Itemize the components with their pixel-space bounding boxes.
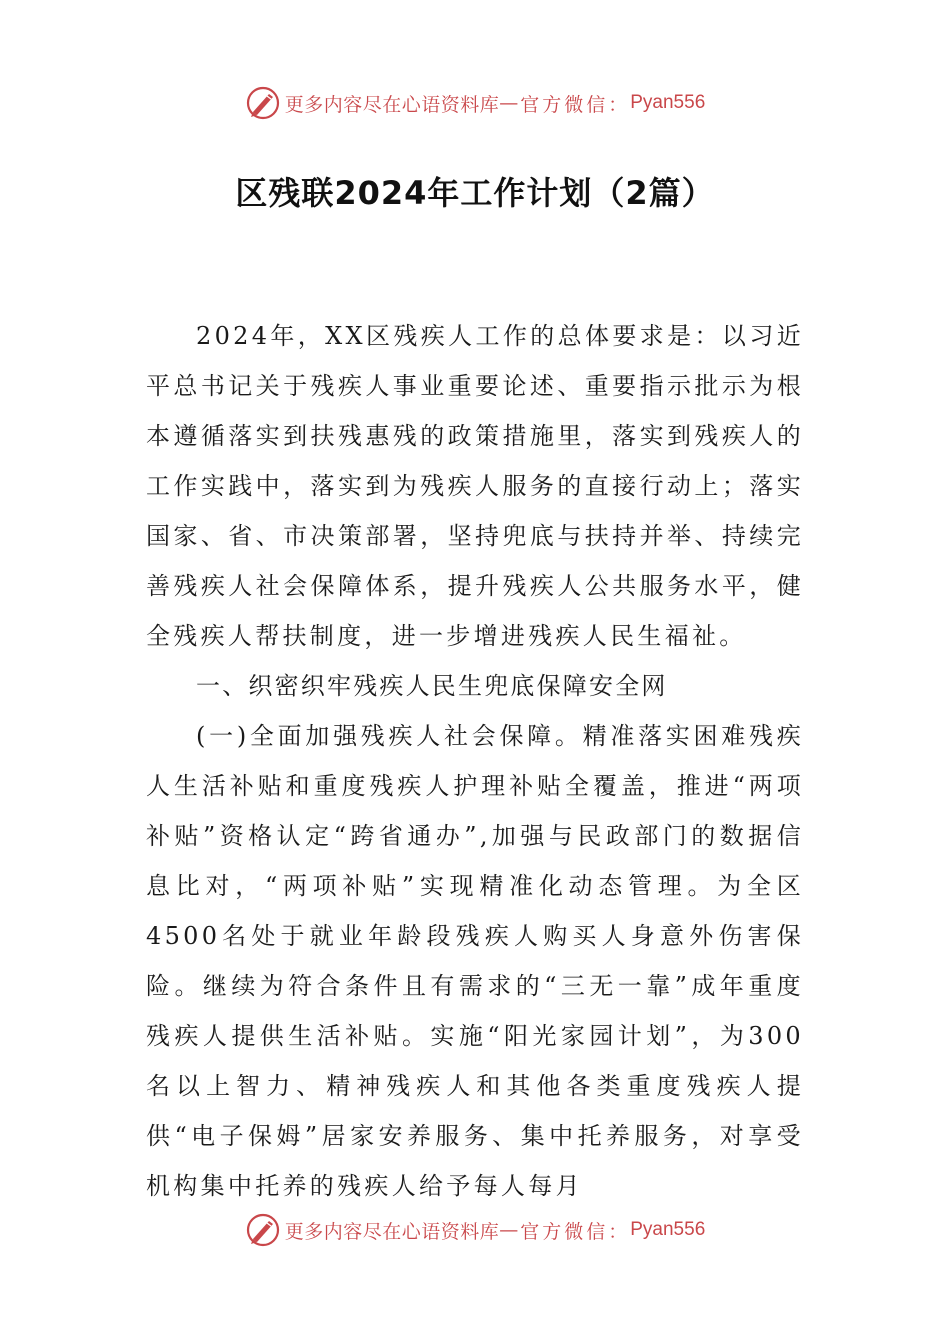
watermark-sub-text: 官方微信： <box>520 93 631 116</box>
document-title: 区残联2024年工作计划（2篇） <box>235 174 715 212</box>
watermark-wechat-id: Pyan556 <box>630 92 706 113</box>
watermark-dash: — <box>499 92 519 114</box>
watermark-main-text: 更多内容尽在心语资料库 <box>284 93 500 116</box>
watermark-wechat-id: Pyan556 <box>630 1219 706 1240</box>
watermark-dash: — <box>499 1219 519 1241</box>
watermark-sub-text: 官方微信： <box>520 1220 631 1243</box>
document-body <box>146 311 804 1211</box>
pen-logo-icon <box>245 85 281 121</box>
watermark-main-text: 更多内容尽在心语资料库 <box>284 1220 500 1243</box>
section-heading: 一、织密织牢残疾人民生兜底保障安全网 <box>196 672 668 700</box>
header-watermark <box>0 83 950 123</box>
subsection-paragraph: (一)全面加强残疾人社会保障。精准落实困难残疾人生活补贴和重度残疾人护理补贴全覆盖，推进“两项补贴”资格认定“跨省通办”,加强与民政部门的数据信息比对，“两项补贴”实现精准化动态管理。为全区4500名处于就业年龄段残疾人购买人身意外伤害保险。继续为符合条件且有需求的“三无一靠”成年重度残疾人提供生活补贴。实施“阳光家园计划”，为300名以上智力、精神残疾人和其他各类重度残疾人提供“电子保姆”居家安养服务、集中托养服务，对享受机构集中托养的残疾人给予每人每月 <box>146 722 804 1200</box>
footer-watermark <box>0 1210 950 1250</box>
intro-paragraph: 2024年，XX区残疾人工作的总体要求是：以习近平总书记关于残疾人事业重要论述、重要指示批示为根本遵循落实到扶残惠残的政策措施里，落实到残疾人的工作实践中，落实到为残疾人服务的直接行动上；落实国家、省、市决策部署，坚持兜底与扶持并举、持续完善残疾人社会保障体系，提升残疾人公共服务水平，健全残疾人帮扶制度，进一步增进残疾人民生福祉。 <box>146 322 804 650</box>
pen-logo-icon <box>245 1212 281 1248</box>
